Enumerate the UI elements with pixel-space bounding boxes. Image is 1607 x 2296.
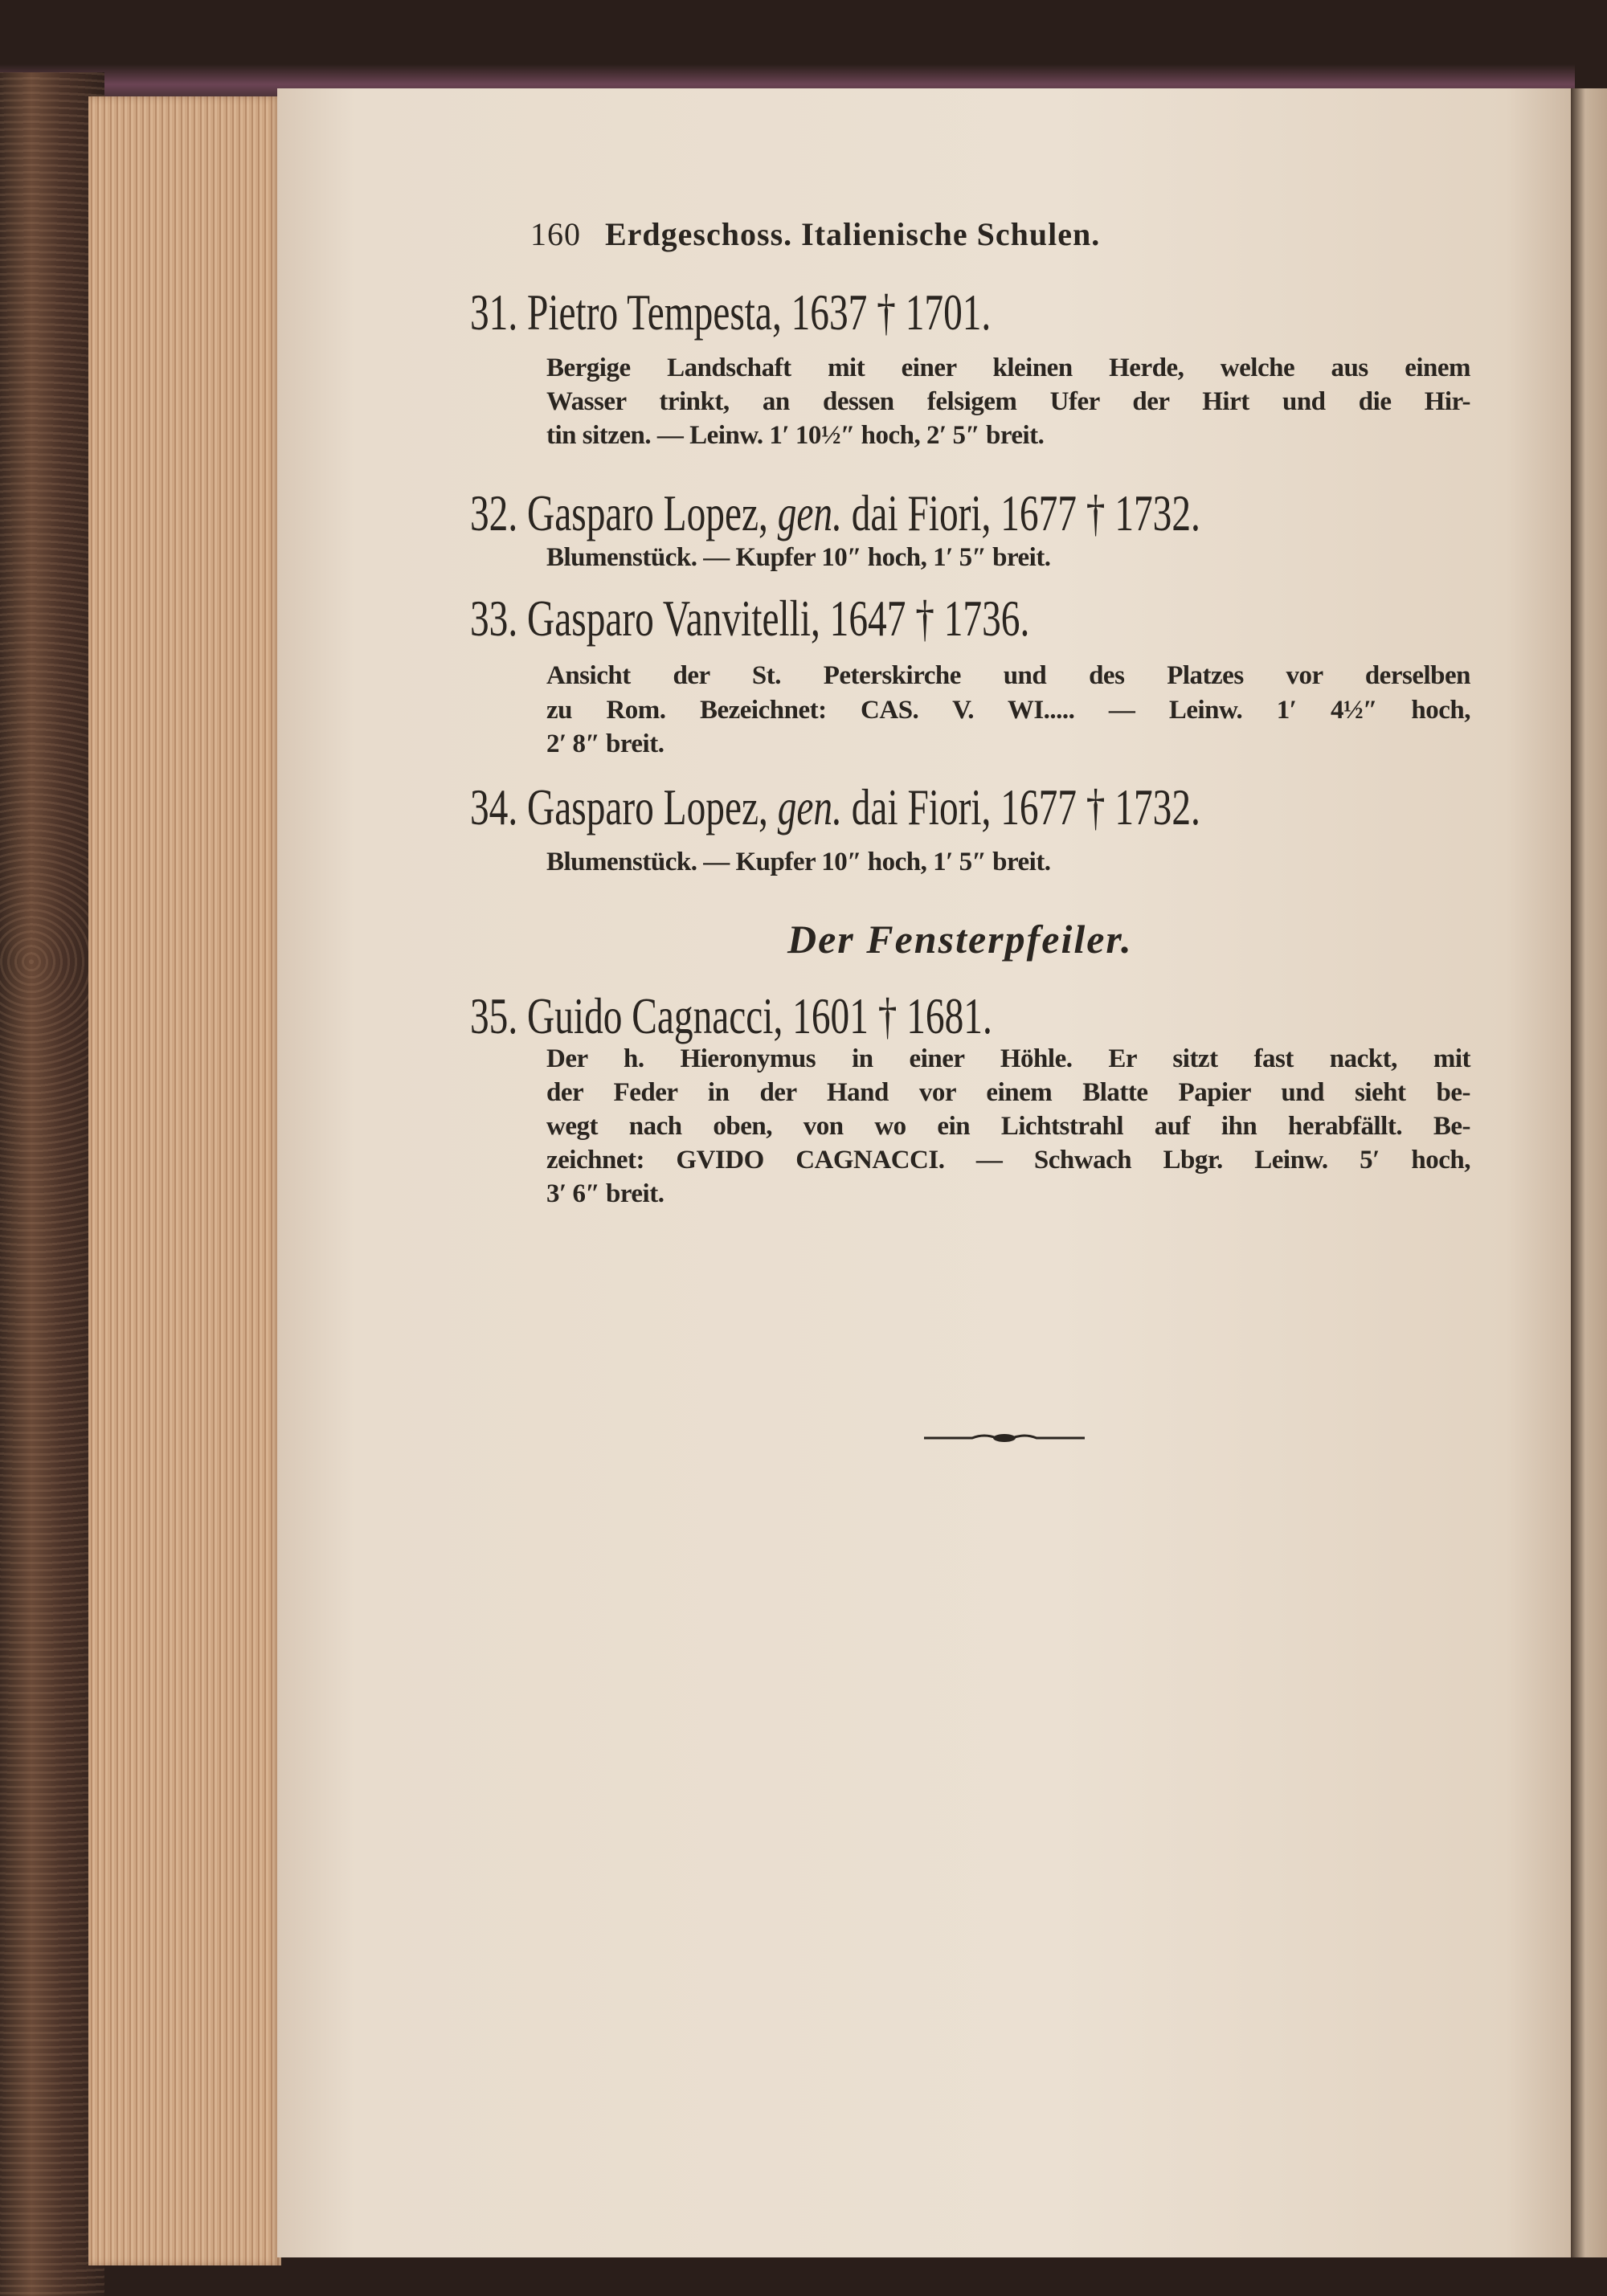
title-text: dai Fiori, 1677 † 1732.: [841, 484, 1200, 541]
entry-line: tin sitzen. — Leinw. 1′ 10½″ hoch, 2′ 5″ breit.: [546, 421, 1045, 450]
facing-page-edge: [1571, 88, 1607, 2257]
running-header: [530, 215, 1100, 253]
entry-line: Blumenstück. — Kupfer 10″ hoch, 1′ 5″ breit.: [546, 543, 1051, 572]
entry-line: Der h. Hieronymus in einer Höhle. Er sitzt fast nackt, mit: [546, 1044, 1470, 1073]
entry-line: der Feder in der Hand vor einem Blatte Papier und sieht be-: [546, 1078, 1470, 1107]
entry-line: Wasser trinkt, an dessen felsigem Ufer der Hirt und die Hir-: [546, 387, 1470, 416]
entry-line: 3′ 6″ breit.: [546, 1179, 664, 1208]
section-heading: Der Fensterpfeiler.: [787, 917, 1133, 962]
entry-line: Bergige Landschaft mit einer kleinen Herde, welche aus einem: [546, 353, 1470, 382]
entry-line: Ansicht der St. Peterskirche und des Platzes vor derselben: [546, 661, 1470, 690]
title-italic: gen.: [777, 484, 842, 541]
page-number: 160: [530, 216, 581, 252]
entry-line: wegt nach oben, von wo ein Lichtstrahl auf ihn herabfällt. Be-: [546, 1112, 1470, 1141]
entry-line: zeichnet: GVIDO CAGNACCI. — Schwach Lbgr. Leinw. 5′ hoch,: [546, 1146, 1470, 1175]
title-italic: gen.: [777, 778, 842, 835]
entry-title: [470, 484, 1200, 543]
ornament-divider-icon: [924, 1432, 1085, 1444]
entry-title: 33. Gasparo Vanvitelli, 1647 † 1736.: [470, 590, 1030, 647]
entry-line: zu Rom. Bezeichnet: CAS. V. WI..... — Leinw. 1′ 4½″ hoch,: [546, 696, 1470, 725]
title-text: dai Fiori, 1677 † 1732.: [841, 778, 1200, 835]
entry-title: 35. Guido Cagnacci, 1601 † 1681.: [470, 987, 992, 1044]
entry-title: 31. Pietro Tempesta, 1637 † 1701.: [470, 284, 992, 341]
entry-line: 2′ 8″ breit.: [546, 729, 664, 758]
title-text: 32. Gasparo Lopez,: [470, 484, 778, 541]
entry-line: Blumenstück. — Kupfer 10″ hoch, 1′ 5″ breit.: [546, 848, 1051, 876]
running-title: Erdgeschoss. Italienische Schulen.: [605, 216, 1101, 252]
title-text: 34. Gasparo Lopez,: [470, 778, 778, 835]
page-edges: [88, 96, 281, 2265]
entry-title: [470, 778, 1200, 837]
